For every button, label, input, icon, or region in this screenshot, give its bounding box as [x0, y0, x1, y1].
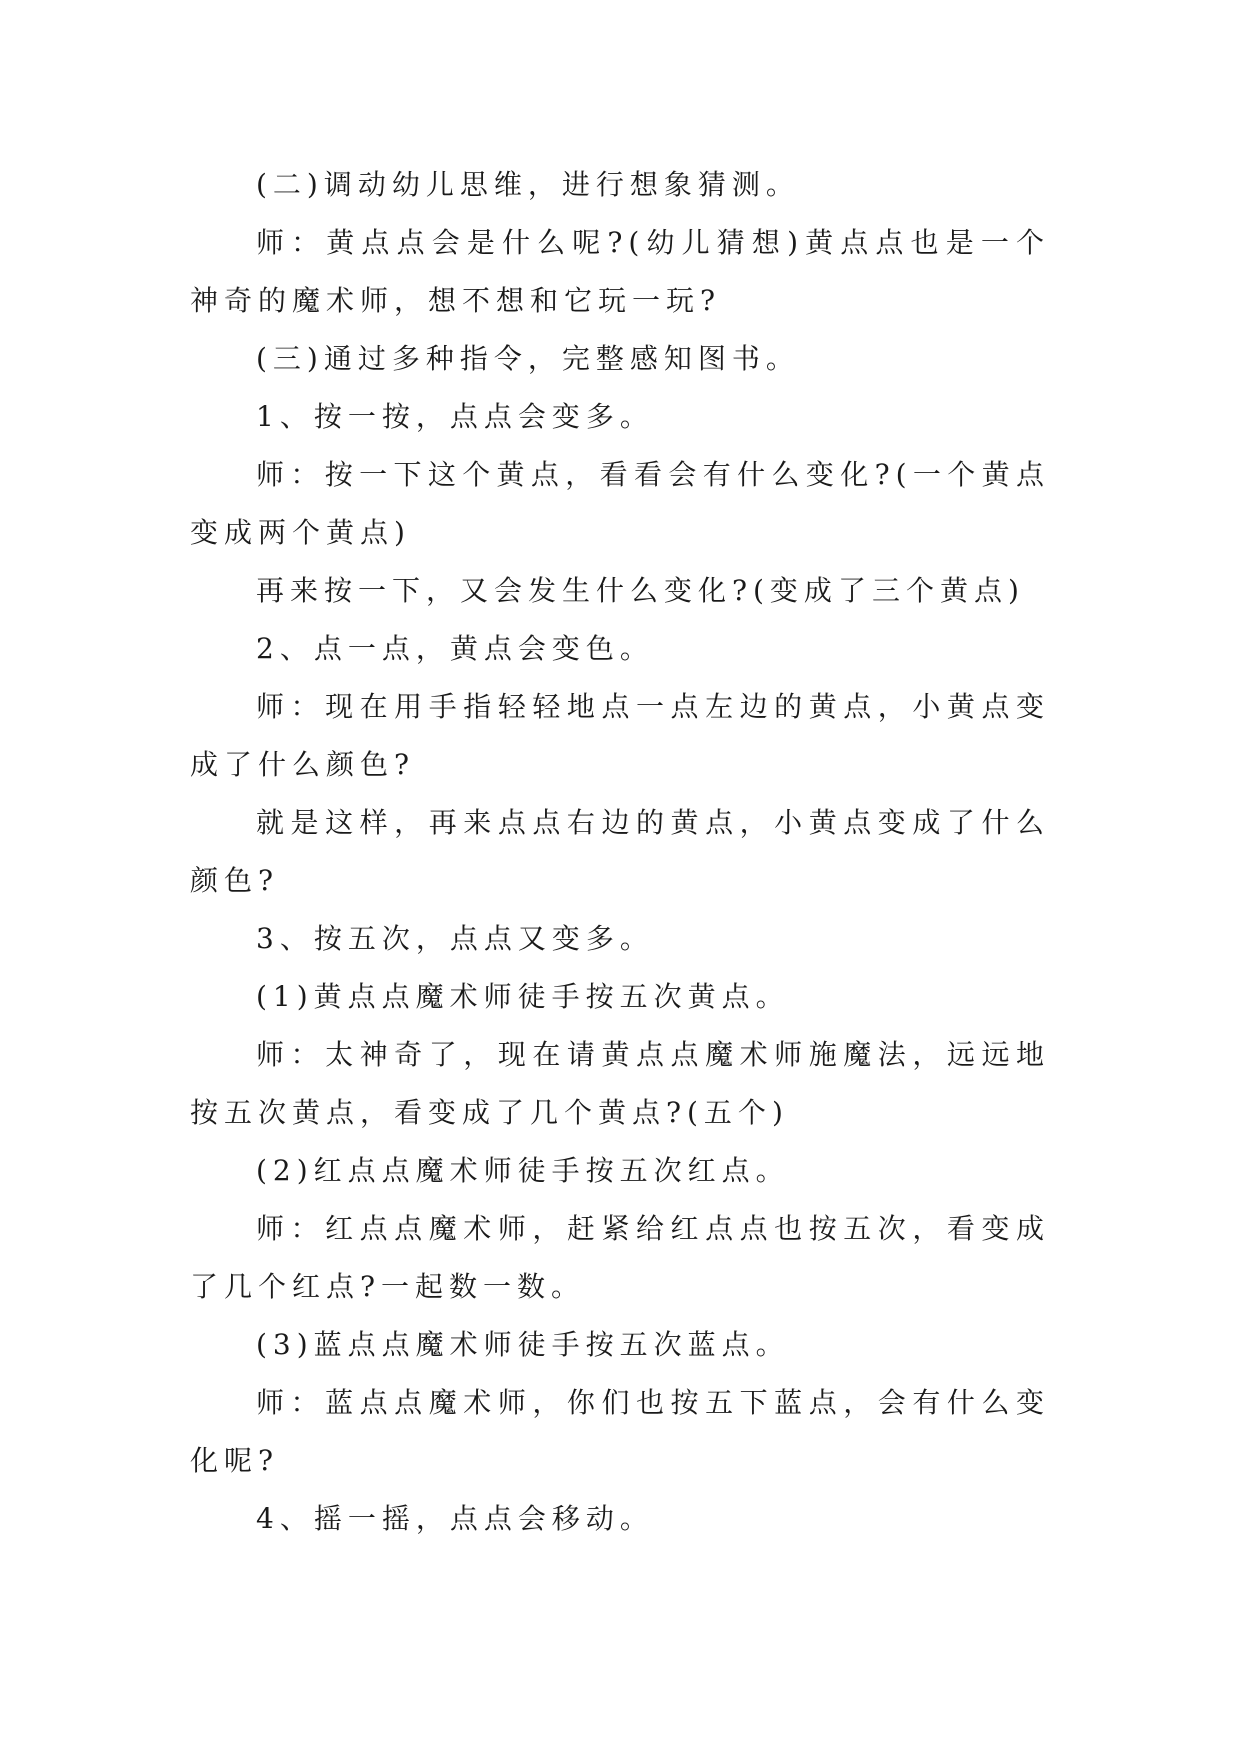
- paragraph-6: 再来按一下，又会发生什么变化?(变成了三个黄点): [256, 574, 1025, 607]
- paragraph-17: 4、摇一摇，点点会移动。: [256, 1502, 654, 1535]
- paragraph-14: 师：红点点魔术师，赶紧给红点点也按五次，看变成了几个红点?一起数一数。: [190, 1212, 1050, 1303]
- document-body: [190, 156, 1050, 1548]
- paragraph-16: 师：蓝点点魔术师，你们也按五下蓝点，会有什么变化呢?: [190, 1386, 1050, 1477]
- paragraph-12: 师：太神奇了，现在请黄点点魔术师施魔法，远远地按五次黄点，看变成了几个黄点?(五个): [190, 1038, 1050, 1129]
- paragraph-11: (1)黄点点魔术师徒手按五次黄点。: [256, 980, 790, 1013]
- paragraph-2: 师：黄点点会是什么呢?(幼儿猜想)黄点点也是一个神奇的魔术师，想不想和它玩一玩?: [190, 226, 1050, 317]
- paragraph-3: (三)通过多种指令，完整感知图书。: [256, 342, 800, 375]
- paragraph-13: (2)红点点魔术师徒手按五次红点。: [256, 1154, 790, 1187]
- paragraph-7: 2、点一点，黄点会变色。: [256, 632, 654, 665]
- paragraph-5: 师：按一下这个黄点，看看会有什么变化?(一个黄点变成两个黄点): [190, 458, 1050, 549]
- paragraph-8: 师：现在用手指轻轻地点一点左边的黄点，小黄点变成了什么颜色?: [190, 690, 1050, 781]
- paragraph-1: (二)调动幼儿思维，进行想象猜测。: [256, 168, 800, 201]
- paragraph-15: (3)蓝点点魔术师徒手按五次蓝点。: [256, 1328, 790, 1361]
- paragraph-9: 就是这样，再来点点右边的黄点，小黄点变成了什么颜色?: [190, 806, 1050, 897]
- paragraph-10: 3、按五次，点点又变多。: [256, 922, 654, 955]
- paragraph-4: 1、按一按，点点会变多。: [256, 400, 654, 433]
